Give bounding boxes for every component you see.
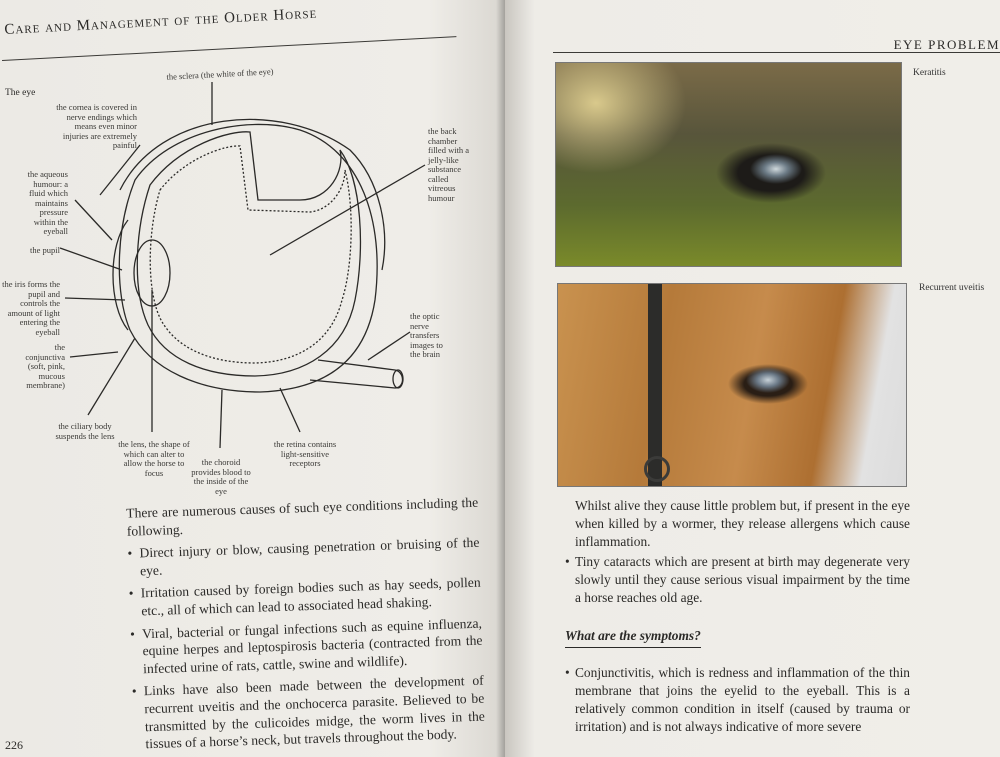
left-head-rule: [2, 36, 456, 61]
figure-title: The eye: [5, 88, 36, 98]
intro-paragraph: There are numerous causes of such eye conditions including the following.: [126, 494, 479, 539]
right-list-top: [565, 553, 910, 607]
label-cornea: the cornea is covered in nerve endings which means even minor injuries are extremely painful: [56, 102, 137, 150]
right-running-head: EYE PROBLEM: [893, 37, 1000, 52]
right-page: [505, 0, 1000, 757]
label-retina: the retina contains light-sensitive receptors: [273, 439, 337, 468]
left-running-head: Care and Management of the Older Horse: [4, 5, 318, 38]
causes-list: [119, 534, 485, 754]
list-item: • Direct injury or blow, causing penetration or bruising of the eye.: [119, 534, 480, 580]
keratitis-photo: [555, 62, 902, 267]
label-sclera: the sclera (the white of the eye): [166, 66, 274, 82]
label-chamber: the back chamber filled with a jelly-like substance called vitreous humour: [428, 126, 470, 203]
symptoms-list: [565, 664, 910, 736]
label-iris: the iris forms the pupil and controls the amount of light entering the eyeball: [2, 279, 60, 337]
list-item: • Tiny cataracts which are present at birth may degenerate very slowly until they cause serious visual impairment by the time a horse reaches old age.: [565, 553, 910, 607]
list-item: • Irritation caused by foreign bodies such as hay seeds, pollen etc., all of which can lead to associated head shaking.: [121, 574, 482, 620]
uveitis-caption: Recurrent uveitis: [919, 283, 985, 293]
label-optic: the optic nerve transfers images to the brain: [410, 311, 443, 359]
label-lens: the lens, the shape of which can alter to allow the horse to focus: [118, 439, 190, 478]
label-ciliary: the ciliary body suspends the lens: [55, 421, 115, 441]
label-aqueous: the aqueous humour: a fluid which maintains pressure within the eyeball: [27, 169, 68, 236]
list-item: • Conjunctivitis, which is redness and inflammation of the thin membrane that joins the eyelid to the eyeball. This is a relatively common condition in itself (caused by trauma or irritation) and is not always indicative of more severe: [565, 664, 910, 736]
bridle-ring: [644, 456, 670, 482]
continuation-paragraph: Whilst alive they cause little problem but, if present in the eye when killed by a wormer, they release allergens which cause inflammation.: [575, 498, 910, 549]
uveitis-photo: [557, 283, 907, 487]
list-item: • Links have also been made between the development of recurrent uveitis and the onchocerca parasite. Believed to be transmitted by the culicoides midge, the worm lives in the tissues of a horse’s neck, but travels throughout the body.: [124, 672, 486, 754]
label-conjunctiva: the conjunctiva (soft, pink, mucous membrane): [25, 342, 65, 390]
left-body-text: [118, 494, 486, 757]
label-pupil: the pupil: [30, 245, 60, 255]
keratitis-caption: Keratitis: [913, 68, 946, 78]
right-body-text: [565, 497, 910, 736]
label-choroid: the choroid provides blood to the inside of the eye: [191, 457, 251, 496]
page-number: 226: [5, 738, 23, 752]
section-heading: What are the symptoms?: [565, 627, 701, 648]
list-item: • Viral, bacterial or fungal infections such as equine influenza, equine herpes and leptospirosis bacteria (contracted from the infected urine of rats, cattle, swine and wildlife).: [122, 614, 483, 678]
